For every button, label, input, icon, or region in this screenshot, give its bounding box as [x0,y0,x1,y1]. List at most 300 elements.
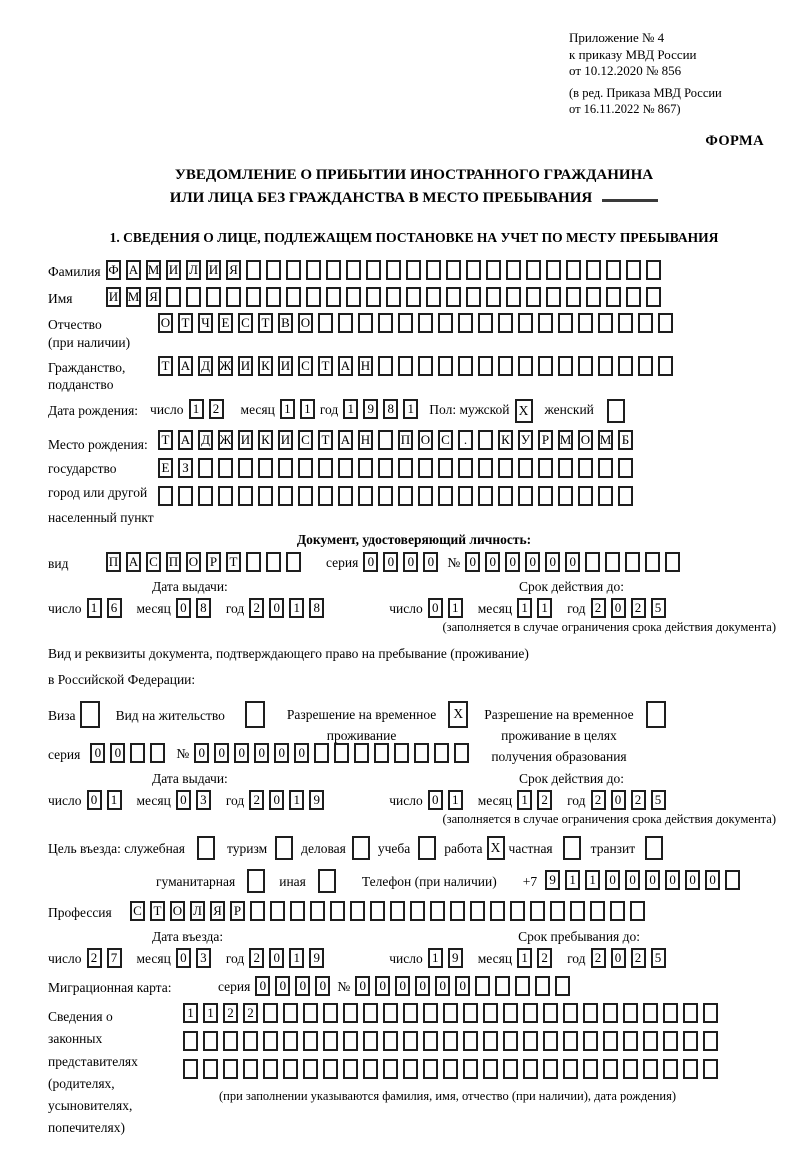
char-box[interactable] [310,901,325,921]
char-box[interactable] [458,313,473,333]
char-box[interactable]: М [558,430,573,450]
checkbox-temp-residence[interactable]: X [448,701,468,728]
char-box[interactable] [610,901,625,921]
checkbox-visa[interactable] [80,701,100,728]
char-box[interactable] [510,901,525,921]
char-box[interactable] [366,260,381,280]
char-box[interactable] [358,313,373,333]
char-box[interactable]: 7 [107,948,122,968]
char-box[interactable] [278,458,293,478]
char-box[interactable] [354,743,369,763]
char-box[interactable] [383,1003,398,1023]
char-box[interactable]: 1 [428,948,443,968]
char-box[interactable]: В [278,313,293,333]
char-box[interactable]: 8 [196,598,211,618]
char-box[interactable] [578,486,593,506]
char-box[interactable]: 1 [448,598,463,618]
char-box[interactable]: 0 [455,976,470,996]
char-box[interactable] [563,1059,578,1079]
char-box[interactable] [646,287,661,307]
char-box[interactable] [323,1059,338,1079]
char-box[interactable] [665,552,680,572]
char-box[interactable] [458,356,473,376]
char-box[interactable] [390,901,405,921]
char-box[interactable]: Ч [198,313,213,333]
char-box[interactable] [418,458,433,478]
char-box[interactable]: 2 [87,948,102,968]
char-box[interactable]: 0 [625,870,640,890]
char-box[interactable] [478,458,493,478]
char-box[interactable] [543,1003,558,1023]
char-box[interactable]: Л [186,260,201,280]
char-box[interactable]: И [238,356,253,376]
char-box[interactable]: М [126,287,141,307]
char-box[interactable] [423,1003,438,1023]
char-box[interactable] [630,901,645,921]
char-box[interactable]: 1 [189,399,204,419]
char-box[interactable]: 0 [375,976,390,996]
char-box[interactable]: 0 [605,870,620,890]
char-box[interactable]: 0 [294,743,309,763]
char-box[interactable] [466,260,481,280]
char-box[interactable]: 0 [194,743,209,763]
char-box[interactable] [378,430,393,450]
char-box[interactable] [398,458,413,478]
char-box[interactable] [386,287,401,307]
char-box[interactable] [326,287,341,307]
char-box[interactable]: 0 [505,552,520,572]
char-box[interactable]: Р [538,430,553,450]
char-box[interactable] [238,458,253,478]
char-box[interactable] [526,287,541,307]
char-box[interactable]: Е [218,313,233,333]
checkbox-purpose-other[interactable] [318,869,336,893]
char-box[interactable]: С [130,901,145,921]
char-box[interactable] [538,458,553,478]
char-box[interactable] [343,1059,358,1079]
char-box[interactable] [535,976,550,996]
char-box[interactable]: О [298,313,313,333]
char-box[interactable] [350,901,365,921]
char-box[interactable] [303,1031,318,1051]
char-box[interactable]: О [418,430,433,450]
char-box[interactable]: С [438,430,453,450]
char-box[interactable]: Д [198,430,213,450]
char-box[interactable] [298,486,313,506]
char-box[interactable] [703,1003,718,1023]
char-box[interactable]: 1 [517,598,532,618]
char-box[interactable] [486,260,501,280]
char-box[interactable]: С [238,313,253,333]
char-box[interactable]: 9 [309,948,324,968]
char-box[interactable] [426,287,441,307]
char-box[interactable] [478,486,493,506]
char-box[interactable] [263,1003,278,1023]
char-box[interactable] [418,486,433,506]
char-box[interactable] [223,1031,238,1051]
char-box[interactable] [518,458,533,478]
char-box[interactable]: 0 [176,790,191,810]
char-box[interactable] [283,1059,298,1079]
char-box[interactable]: Т [318,430,333,450]
char-box[interactable]: И [278,356,293,376]
char-box[interactable]: С [298,356,313,376]
char-box[interactable] [306,287,321,307]
char-box[interactable]: Т [318,356,333,376]
char-box[interactable] [363,1003,378,1023]
char-box[interactable] [238,486,253,506]
char-box[interactable] [703,1059,718,1079]
char-box[interactable] [446,260,461,280]
char-box[interactable]: 2 [249,598,264,618]
char-box[interactable] [646,260,661,280]
char-box[interactable] [638,313,653,333]
char-box[interactable] [663,1031,678,1051]
char-box[interactable] [286,287,301,307]
char-box[interactable] [283,1003,298,1023]
checkbox-purpose-private[interactable] [563,836,581,860]
char-box[interactable] [443,1031,458,1051]
char-box[interactable] [643,1003,658,1023]
char-box[interactable]: 0 [428,790,443,810]
char-box[interactable] [323,1031,338,1051]
char-box[interactable]: Я [146,287,161,307]
char-box[interactable] [346,287,361,307]
char-box[interactable] [503,1003,518,1023]
char-box[interactable] [314,743,329,763]
char-box[interactable]: Я [210,901,225,921]
char-box[interactable] [683,1031,698,1051]
char-box[interactable]: 2 [631,790,646,810]
char-box[interactable]: Т [150,901,165,921]
char-box[interactable] [605,552,620,572]
char-box[interactable] [458,458,473,478]
char-box[interactable] [283,1031,298,1051]
char-box[interactable]: 2 [243,1003,258,1023]
char-box[interactable]: 0 [269,948,284,968]
char-box[interactable] [498,486,513,506]
char-box[interactable] [358,458,373,478]
char-box[interactable] [303,1003,318,1023]
char-box[interactable]: 0 [274,743,289,763]
char-box[interactable] [603,1059,618,1079]
char-box[interactable] [663,1059,678,1079]
char-box[interactable]: О [186,552,201,572]
char-box[interactable] [590,901,605,921]
char-box[interactable] [406,287,421,307]
checkbox-purpose-study[interactable] [418,836,436,860]
char-box[interactable] [278,486,293,506]
char-box[interactable] [538,356,553,376]
char-box[interactable]: 0 [485,552,500,572]
char-box[interactable]: 0 [428,598,443,618]
char-box[interactable] [246,552,261,572]
char-box[interactable]: 2 [249,790,264,810]
char-box[interactable] [130,743,145,763]
char-box[interactable] [658,313,673,333]
char-box[interactable]: 9 [545,870,560,890]
char-box[interactable]: 1 [183,1003,198,1023]
char-box[interactable] [463,1031,478,1051]
char-box[interactable] [466,287,481,307]
char-box[interactable]: 1 [517,948,532,968]
char-box[interactable] [523,1003,538,1023]
char-box[interactable] [503,1031,518,1051]
char-box[interactable]: 3 [196,948,211,968]
char-box[interactable]: Ж [218,356,233,376]
char-box[interactable] [626,260,641,280]
char-box[interactable]: 5 [651,598,666,618]
char-box[interactable] [266,552,281,572]
char-box[interactable] [483,1031,498,1051]
char-box[interactable]: Т [178,313,193,333]
char-box[interactable] [286,260,301,280]
char-box[interactable]: 9 [363,399,378,419]
char-box[interactable] [450,901,465,921]
char-box[interactable] [438,313,453,333]
char-box[interactable]: О [158,313,173,333]
char-box[interactable]: Д [198,356,213,376]
char-box[interactable] [198,458,213,478]
char-box[interactable] [374,743,389,763]
char-box[interactable] [398,356,413,376]
char-box[interactable]: 5 [651,790,666,810]
char-box[interactable] [585,552,600,572]
char-box[interactable]: 0 [363,552,378,572]
char-box[interactable] [406,260,421,280]
char-box[interactable] [358,486,373,506]
char-box[interactable] [478,313,493,333]
char-box[interactable]: 0 [110,743,125,763]
char-box[interactable] [378,458,393,478]
char-box[interactable] [366,287,381,307]
char-box[interactable]: 1 [403,399,418,419]
char-box[interactable]: М [598,430,613,450]
char-box[interactable] [303,1059,318,1079]
char-box[interactable] [683,1059,698,1079]
char-box[interactable]: 0 [87,790,102,810]
char-box[interactable] [203,1059,218,1079]
char-box[interactable] [546,287,561,307]
char-box[interactable] [470,901,485,921]
char-box[interactable] [486,287,501,307]
char-box[interactable] [378,356,393,376]
char-box[interactable]: А [338,356,353,376]
char-box[interactable]: К [498,430,513,450]
char-box[interactable] [643,1059,658,1079]
char-box[interactable]: 0 [545,552,560,572]
char-box[interactable]: 1 [289,790,304,810]
char-box[interactable]: 0 [611,598,626,618]
char-box[interactable] [298,458,313,478]
char-box[interactable] [618,313,633,333]
char-box[interactable] [443,1059,458,1079]
checkbox-purpose-work[interactable]: X [487,836,505,860]
char-box[interactable]: Б [618,430,633,450]
char-box[interactable]: 0 [611,948,626,968]
checkbox-purpose-business[interactable] [352,836,370,860]
char-box[interactable] [503,1059,518,1079]
char-box[interactable]: 1 [300,399,315,419]
char-box[interactable] [555,976,570,996]
char-box[interactable]: Н [358,430,373,450]
char-box[interactable] [498,356,513,376]
char-box[interactable]: 0 [415,976,430,996]
char-box[interactable] [530,901,545,921]
char-box[interactable] [526,260,541,280]
char-box[interactable] [543,1031,558,1051]
char-box[interactable] [583,1031,598,1051]
char-box[interactable]: 8 [383,399,398,419]
char-box[interactable] [663,1003,678,1023]
char-box[interactable] [550,901,565,921]
char-box[interactable] [598,356,613,376]
char-box[interactable]: 3 [196,790,211,810]
char-box[interactable] [443,1003,458,1023]
char-box[interactable] [270,901,285,921]
char-box[interactable] [538,313,553,333]
char-box[interactable] [266,287,281,307]
char-box[interactable] [226,287,241,307]
char-box[interactable] [438,458,453,478]
char-box[interactable] [478,430,493,450]
char-box[interactable] [403,1059,418,1079]
char-box[interactable]: О [578,430,593,450]
char-box[interactable] [703,1031,718,1051]
char-box[interactable] [618,356,633,376]
char-box[interactable]: 0 [383,552,398,572]
char-box[interactable]: Р [206,552,221,572]
char-box[interactable] [250,901,265,921]
char-box[interactable]: 1 [517,790,532,810]
char-box[interactable] [538,486,553,506]
char-box[interactable]: 0 [435,976,450,996]
char-box[interactable] [158,486,173,506]
char-box[interactable]: 0 [234,743,249,763]
char-box[interactable]: 0 [565,552,580,572]
char-box[interactable]: Т [158,430,173,450]
char-box[interactable] [290,901,305,921]
char-box[interactable]: 0 [355,976,370,996]
char-box[interactable] [378,313,393,333]
char-box[interactable] [246,260,261,280]
char-box[interactable] [258,458,273,478]
char-box[interactable] [178,486,193,506]
char-box[interactable]: 9 [448,948,463,968]
char-box[interactable] [558,458,573,478]
char-box[interactable] [518,356,533,376]
char-box[interactable]: 1 [107,790,122,810]
checkbox-male[interactable]: X [515,399,533,423]
char-box[interactable] [363,1059,378,1079]
char-box[interactable]: И [278,430,293,450]
char-box[interactable]: 8 [309,598,324,618]
char-box[interactable] [430,901,445,921]
char-box[interactable]: 0 [685,870,700,890]
char-box[interactable]: А [338,430,353,450]
checkbox-residence-permit[interactable] [245,701,265,728]
char-box[interactable] [218,486,233,506]
char-box[interactable] [583,1059,598,1079]
char-box[interactable] [518,313,533,333]
char-box[interactable]: А [178,430,193,450]
char-box[interactable] [618,458,633,478]
char-box[interactable]: 0 [465,552,480,572]
char-box[interactable] [658,356,673,376]
checkbox-purpose-tourism[interactable] [275,836,293,860]
char-box[interactable]: 0 [90,743,105,763]
char-box[interactable] [558,356,573,376]
char-box[interactable] [603,1003,618,1023]
char-box[interactable]: 1 [343,399,358,419]
char-box[interactable]: 0 [269,790,284,810]
char-box[interactable]: 0 [176,598,191,618]
char-box[interactable]: И [206,260,221,280]
char-box[interactable]: Я [226,260,241,280]
char-box[interactable] [606,287,621,307]
char-box[interactable] [318,458,333,478]
char-box[interactable] [418,356,433,376]
char-box[interactable] [306,260,321,280]
char-box[interactable]: 2 [591,948,606,968]
char-box[interactable]: 1 [537,598,552,618]
char-box[interactable]: К [258,356,273,376]
char-box[interactable]: П [398,430,413,450]
char-box[interactable] [243,1031,258,1051]
char-box[interactable]: 0 [403,552,418,572]
char-box[interactable] [490,901,505,921]
char-box[interactable] [623,1003,638,1023]
char-box[interactable] [183,1031,198,1051]
char-box[interactable]: 9 [309,790,324,810]
char-box[interactable] [398,313,413,333]
char-box[interactable]: Ф [106,260,121,280]
checkbox-temp-residence-education[interactable] [646,701,666,728]
char-box[interactable] [150,743,165,763]
char-box[interactable]: Р [230,901,245,921]
char-box[interactable] [403,1003,418,1023]
char-box[interactable] [426,260,441,280]
char-box[interactable] [258,486,273,506]
char-box[interactable] [318,486,333,506]
char-box[interactable] [618,486,633,506]
char-box[interactable] [446,287,461,307]
char-box[interactable] [183,1059,198,1079]
char-box[interactable] [286,552,301,572]
checkbox-purpose-official[interactable] [197,836,215,860]
checkbox-purpose-humanitarian[interactable] [247,869,265,893]
char-box[interactable]: И [166,260,181,280]
char-box[interactable]: 1 [280,399,295,419]
char-box[interactable]: 0 [254,743,269,763]
char-box[interactable]: 0 [315,976,330,996]
char-box[interactable] [206,287,221,307]
char-box[interactable] [566,287,581,307]
char-box[interactable]: А [126,552,141,572]
char-box[interactable]: 0 [525,552,540,572]
char-box[interactable]: 0 [269,598,284,618]
char-box[interactable] [263,1059,278,1079]
char-box[interactable]: 2 [209,399,224,419]
char-box[interactable] [483,1003,498,1023]
char-box[interactable] [598,313,613,333]
char-box[interactable]: 2 [537,790,552,810]
char-box[interactable] [683,1003,698,1023]
char-box[interactable] [578,313,593,333]
char-box[interactable]: 5 [651,948,666,968]
char-box[interactable] [218,458,233,478]
char-box[interactable] [463,1003,478,1023]
